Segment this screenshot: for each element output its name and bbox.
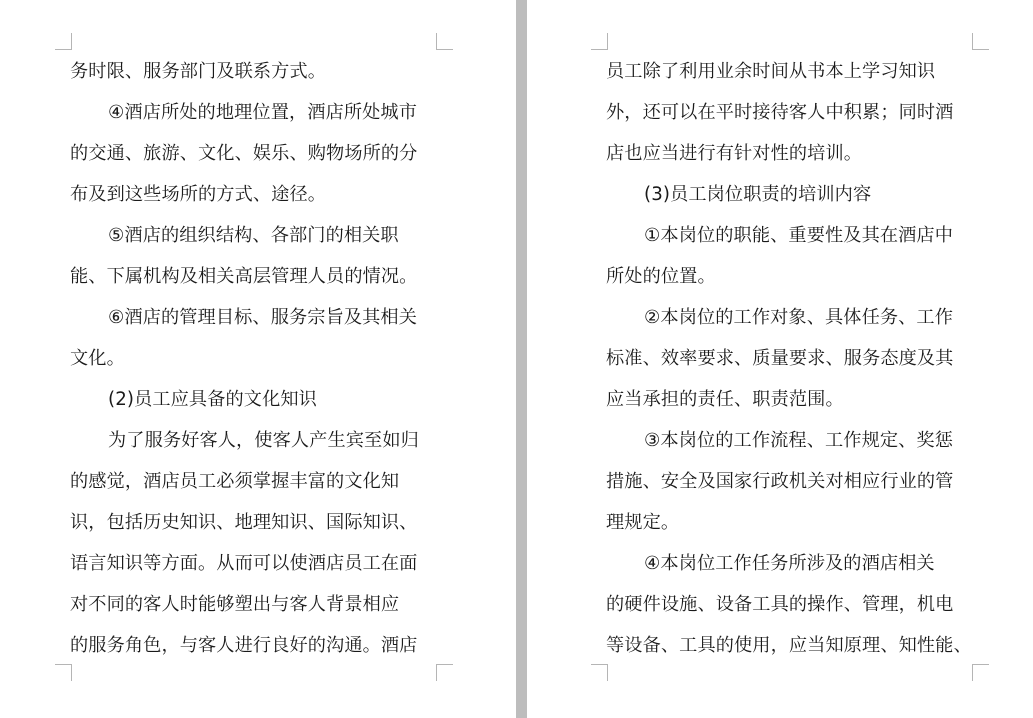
document-page-right[interactable] <box>527 0 1033 718</box>
margin-corner-bottom-left <box>55 664 72 681</box>
text-line: 等设备、工具的使用，应当知原理、知性能、 <box>606 635 972 656</box>
text-line: 对不同的客人时能够塑出与客人背景相应 <box>70 594 400 615</box>
page-gap <box>516 0 527 718</box>
text-line: 外，还可以在平时接待客人中积累；同时酒 <box>606 102 954 123</box>
section-heading: (3)员工岗位职责的培训内容 <box>644 184 872 205</box>
text-line: ④酒店所处的地理位置，酒店所处城市 <box>108 102 418 123</box>
text-line: ④本岗位工作任务所涉及的酒店相关 <box>644 553 935 574</box>
text-line: ⑤酒店的组织结构、各部门的相关职 <box>108 225 399 246</box>
text-line: 应当承担的责任、职责范围。 <box>606 389 844 410</box>
text-line: 的感觉，酒店员工必须掌握丰富的文化知 <box>70 471 400 492</box>
text-line: 理规定。 <box>606 512 680 533</box>
page-body-text[interactable] <box>606 51 973 666</box>
margin-corner-bottom-right <box>436 664 453 681</box>
text-line: ③本岗位的工作流程、工作规定、奖惩 <box>644 430 954 451</box>
margin-corner-top-left <box>591 33 608 50</box>
document-page-left[interactable] <box>0 0 516 718</box>
text-line: 措施、安全及国家行政机关对相应行业的管 <box>606 471 954 492</box>
text-line: 语言知识等方面。从而可以使酒店员工在面 <box>70 553 418 574</box>
text-line: 的服务角色，与客人进行良好的沟通。酒店 <box>70 635 418 656</box>
margin-corner-bottom-right <box>972 664 989 681</box>
text-line: ①本岗位的职能、重要性及其在酒店中 <box>644 225 954 246</box>
text-line: ⑥酒店的管理目标、服务宗旨及其相关 <box>108 307 418 328</box>
text-line: 所处的位置。 <box>606 266 716 287</box>
margin-corner-top-right <box>436 33 453 50</box>
text-line: 为了服务好客人，使客人产生宾至如归 <box>108 430 419 451</box>
text-line: 识，包括历史知识、地理知识、国际知识、 <box>70 512 418 533</box>
section-heading: (2)员工应具备的文化知识 <box>108 389 317 410</box>
text-line: 文化。 <box>70 348 125 369</box>
margin-corner-bottom-left <box>591 664 608 681</box>
margin-corner-top-left <box>55 33 72 50</box>
text-line: 的硬件设施、设备工具的操作、管理，机电 <box>606 594 954 615</box>
text-line: 的交通、旅游、文化、娱乐、购物场所的分 <box>70 143 418 164</box>
text-line: 务时限、服务部门及联系方式。 <box>70 61 327 82</box>
page-body-text[interactable] <box>70 51 438 666</box>
text-line: 能、下属机构及相关高层管理人员的情况。 <box>70 266 418 287</box>
text-line: 店也应当进行有针对性的培训。 <box>606 143 863 164</box>
text-line: ②本岗位的工作对象、具体任务、工作 <box>644 307 954 328</box>
margin-corner-top-right <box>972 33 989 50</box>
text-line: 员工除了利用业余时间从书本上学习知识 <box>606 61 936 82</box>
text-line: 布及到这些场所的方式、途径。 <box>70 184 327 205</box>
text-line: 标准、效率要求、质量要求、服务态度及其 <box>606 348 954 369</box>
